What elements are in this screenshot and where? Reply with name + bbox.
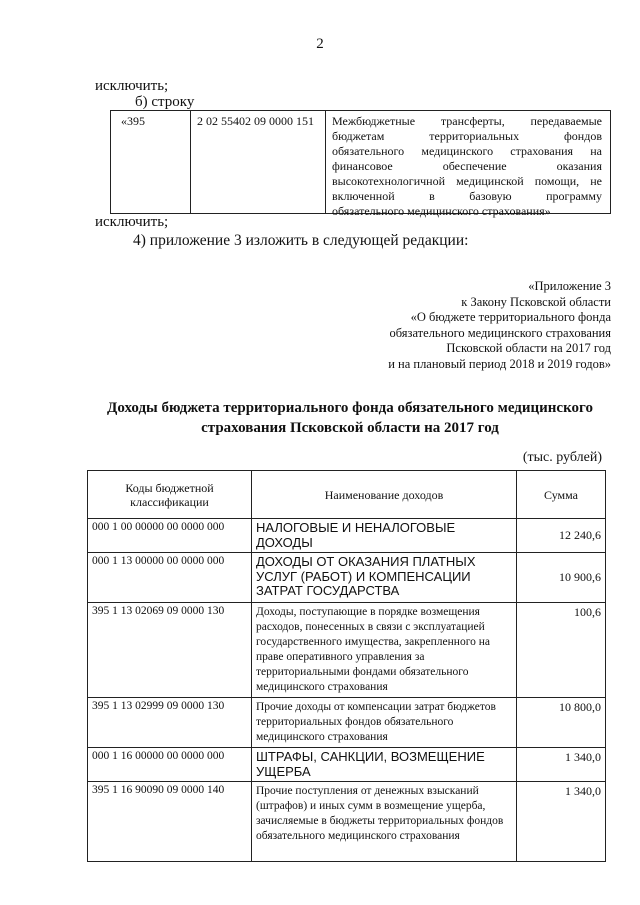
table-row — [88, 698, 606, 748]
excerpt-name-line: Межбюджетные трансферты, передаваемые — [332, 114, 602, 128]
row-sum: 12 240,6 — [517, 519, 606, 553]
appendix-line: Псковской области на 2017 год — [446, 341, 611, 355]
page-number: 2 — [316, 36, 324, 52]
row-code: 395 1 16 90090 09 0000 140 — [88, 782, 252, 862]
appendix-line: и на плановый период 2018 и 2019 годов» — [388, 356, 611, 371]
row-code: 000 1 00 00000 00 0000 000 — [88, 519, 252, 553]
unit-label: (тыс. рублей) — [522, 450, 602, 465]
excerpt-name-line: обязательного медицинского страхования» — [332, 204, 551, 218]
exclude-text-1: исключить; — [95, 78, 169, 94]
appendix-line: «О бюджете территориального фонда — [410, 310, 611, 324]
row-name: Доходы, поступающие в порядке возмещения расходов, понесенных в связи с эксплуатацией государственного имущества, закрепленного на праве оперативного управления за территориальными фондами обязательного медицинского страхования — [252, 603, 517, 698]
row-sum: 100,6 — [517, 603, 606, 698]
row-sum: 1 340,0 — [517, 748, 606, 782]
row-sum: 10 900,6 — [517, 553, 606, 603]
excerpt-name-line: высокотехнологичной медицинской помощи, не — [332, 174, 602, 188]
item-b-text: б) строку — [135, 94, 195, 110]
appendix-line: «Приложение 3 — [528, 279, 611, 293]
excerpt-name-line: обязательного медицинского страхования на — [332, 144, 602, 158]
table-row — [88, 553, 606, 603]
row-name: НАЛОГОВЫЕ И НЕНАЛОГОВЫЕ ДОХОДЫ — [252, 519, 517, 553]
table-row — [88, 782, 606, 862]
table-header-row — [88, 471, 606, 519]
row-code: 000 1 16 00000 00 0000 000 — [88, 748, 252, 782]
header-name: Наименование доходов — [252, 471, 517, 519]
appendix-line: обязательного медицинского страхования — [389, 325, 611, 340]
document-title — [60, 398, 640, 438]
excerpt-table — [110, 110, 611, 218]
row-sum: 1 340,0 — [517, 782, 606, 862]
table-row — [88, 603, 606, 698]
row-name: Прочие доходы от компенсации затрат бюджетов территориальных фондов обязательного медицинского страхования — [252, 698, 517, 748]
excerpt-name-line: бюджетам территориальных фондов — [332, 129, 602, 143]
excerpt-name-cell — [326, 111, 610, 218]
excerpt-name-line: включенной в базовую программу — [332, 189, 602, 203]
header-sum: Сумма — [517, 471, 606, 519]
excerpt-code-cell: «395 — [111, 111, 191, 213]
appendix-line: к Закону Псковской области — [461, 294, 611, 309]
excerpt-kbk-cell: 2 02 55402 09 0000 151 — [191, 111, 326, 213]
row-name: ДОХОДЫ ОТ ОКАЗАНИЯ ПЛАТНЫХ УСЛУГ (РАБОТ) И КОМПЕНСАЦИИ ЗАТРАТ ГОСУДАРСТВА — [252, 553, 517, 603]
item-4-text: 4) приложение 3 изложить в следующей редакции: — [133, 232, 469, 249]
appendix-header — [388, 279, 611, 372]
row-code: 000 1 13 00000 00 0000 000 — [88, 553, 252, 603]
title-line: страхования Псковской области на 2017 год — [201, 420, 499, 436]
table-row — [88, 748, 606, 782]
exclude-text-2: исключить; — [95, 214, 169, 230]
header-codes: Коды бюджетной классификации — [88, 471, 252, 519]
revenue-table — [87, 470, 606, 862]
title-line: Доходы бюджета территориального фонда обязательного медицинского — [107, 400, 593, 416]
table-row — [88, 519, 606, 553]
row-name: Прочие поступления от денежных взысканий (штрафов) и иных сумм в возмещение ущерба, зачисляемые в бюджеты территориальных фондов обязательного медицинского страхования — [252, 782, 517, 862]
row-name: ШТРАФЫ, САНКЦИИ, ВОЗМЕЩЕНИЕ УЩЕРБА — [252, 748, 517, 782]
row-code: 395 1 13 02999 09 0000 130 — [88, 698, 252, 748]
row-code: 395 1 13 02069 09 0000 130 — [88, 603, 252, 698]
excerpt-name-line: финансовое обеспечение оказания — [332, 159, 602, 173]
row-sum: 10 800,0 — [517, 698, 606, 748]
